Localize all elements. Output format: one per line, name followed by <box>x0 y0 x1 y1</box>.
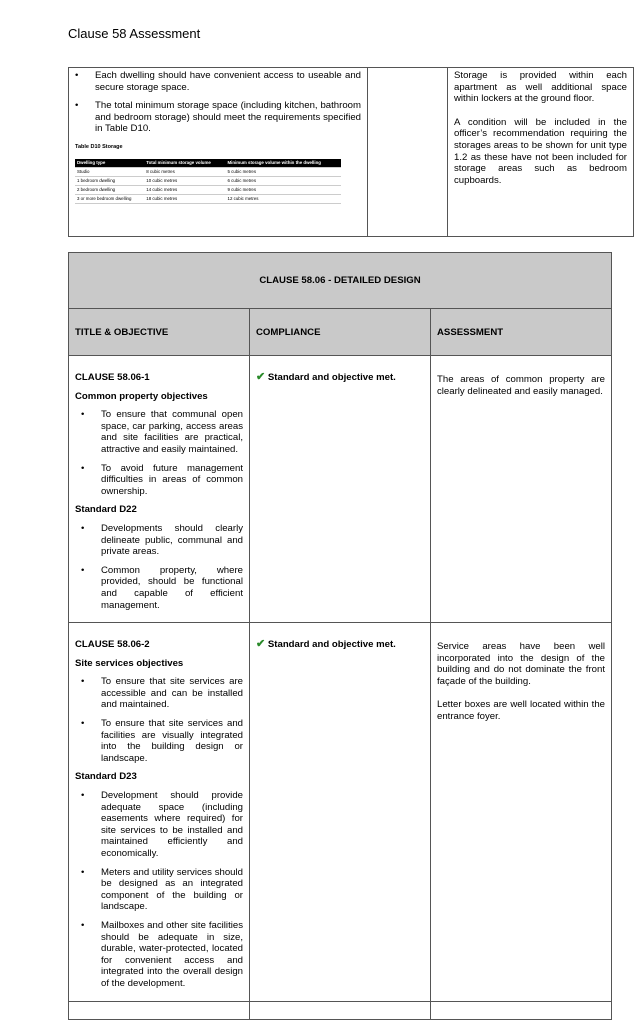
list-item: • Each dwelling should have convenient access to useable and secure storage space. <box>69 70 361 93</box>
list-item: • To ensure that communal open space, car parking, access areas and site facilities are practical, attractive and easily maintained. <box>75 409 243 455</box>
table-cell: 1 bedroom dwelling <box>75 176 144 185</box>
table-cell: 18 cubic metres <box>144 194 225 203</box>
table-cell: 5 cubic metres <box>226 167 341 176</box>
table-row <box>75 167 341 176</box>
storage-assessment-cell <box>448 68 634 237</box>
standard-title: Standard D23 <box>75 771 137 783</box>
table-row <box>75 185 341 194</box>
checkmark-icon: ✔ <box>256 638 266 651</box>
section-title: CLAUSE 58.06 - DETAILED DESIGN <box>69 253 612 309</box>
standard-title: Standard D22 <box>75 504 137 516</box>
list-item: • To ensure that site services and facilities are visually integrated into the building design or landscape. <box>75 718 243 764</box>
assessment-text: Service areas have been well incorporated into the design of the building and do not dominate the front façade of the building. <box>437 641 605 687</box>
table-cell: 3 or more bedroom dwelling <box>75 194 144 203</box>
list-item: • Common property, where provided, should be functional and capable of efficient management. <box>75 565 243 611</box>
compliance-status: Standard and objective met. <box>267 639 396 651</box>
table-d10-caption: Table D10 Storage <box>75 143 123 150</box>
assessment-text: Letter boxes are well located within the entrance foyer. <box>437 699 605 723</box>
compliance-cell <box>250 356 431 623</box>
table-header: Dwelling type <box>75 159 144 168</box>
objective-title: Site services objectives <box>75 657 184 669</box>
assessment-text: The areas of common property are clearly delineated and easily managed. <box>437 374 605 397</box>
table-cell: 9 cubic metres <box>226 185 341 194</box>
clause-58-06-1-cell <box>69 356 250 623</box>
list-item: • To ensure that site services are accessible and can be installed and maintained. <box>75 676 243 711</box>
table-header: Total minimum storage volume <box>144 159 225 168</box>
table-row <box>75 194 341 203</box>
clause-58-06-2-cell <box>69 623 250 1001</box>
storage-table <box>68 67 634 237</box>
detailed-design-table <box>68 252 612 1020</box>
table-cell: 14 cubic metres <box>144 185 225 194</box>
empty-cell <box>69 1001 250 1019</box>
list-item: • Development should provide adequate space (including easements where required) for site services to be installed and maintained efficiently and economically. <box>75 790 243 860</box>
list-item: • Mailboxes and other site facilities should be adequate in size, durable, water-protected, located for convenient access and integrated into the overall design of the development. <box>75 920 243 990</box>
list-item: • The total minimum storage space (including kitchen, bathroom and bedroom storage) should meet the requirements specified in Table D10. <box>69 100 361 135</box>
column-header-assessment: ASSESSMENT <box>431 309 612 356</box>
assessment-text: A condition will be included in the officer’s recommendation requiring the storages areas to be shown for unit type 1.2 as these have not been included for storage areas such as bedroom cupboards. <box>454 116 627 186</box>
list-item: • Meters and utility services should be designed as an integrated component of the building or landscape. <box>75 867 243 913</box>
compliance-cell <box>250 623 431 1001</box>
table-row <box>69 1001 612 1019</box>
list-item: • To avoid future management difficulties in areas of common ownership. <box>75 463 243 498</box>
page-title: Clause 58 Assessment <box>68 26 201 41</box>
table-cell: Studio <box>75 167 144 176</box>
table-row <box>75 176 341 185</box>
table-d10 <box>75 159 341 204</box>
empty-cell <box>250 1001 431 1019</box>
assessment-cell <box>431 356 612 623</box>
compliance-status: Standard and objective met. <box>267 372 396 383</box>
column-header-title: TITLE & OBJECTIVE <box>69 309 250 356</box>
table-row <box>69 356 612 623</box>
table-cell: 6 cubic metres <box>226 176 341 185</box>
clause-number: CLAUSE 58.06-1 <box>75 372 150 383</box>
assessment-cell <box>431 623 612 1001</box>
clause-number: CLAUSE 58.06-2 <box>75 639 150 651</box>
list-item: • Developments should clearly delineate public, communal and private areas. <box>75 523 243 558</box>
table-header: Minimum storage volume within the dwelling <box>226 159 341 168</box>
storage-requirements-cell <box>69 68 368 237</box>
column-header-compliance: COMPLIANCE <box>250 309 431 356</box>
assessment-text: Storage is provided within each apartment as well additional space within lockers at the ground floor. <box>454 70 627 105</box>
table-cell: 2 bedroom dwelling <box>75 185 144 194</box>
table-cell: 8 cubic metres <box>144 167 225 176</box>
storage-compliance-cell <box>368 68 448 237</box>
objective-title: Common property objectives <box>75 390 208 402</box>
table-cell: 10 cubic metres <box>144 176 225 185</box>
empty-cell <box>431 1001 612 1019</box>
table-cell: 12 cubic metres <box>226 194 341 203</box>
table-row <box>69 623 612 1001</box>
checkmark-icon: ✔ <box>256 371 266 383</box>
